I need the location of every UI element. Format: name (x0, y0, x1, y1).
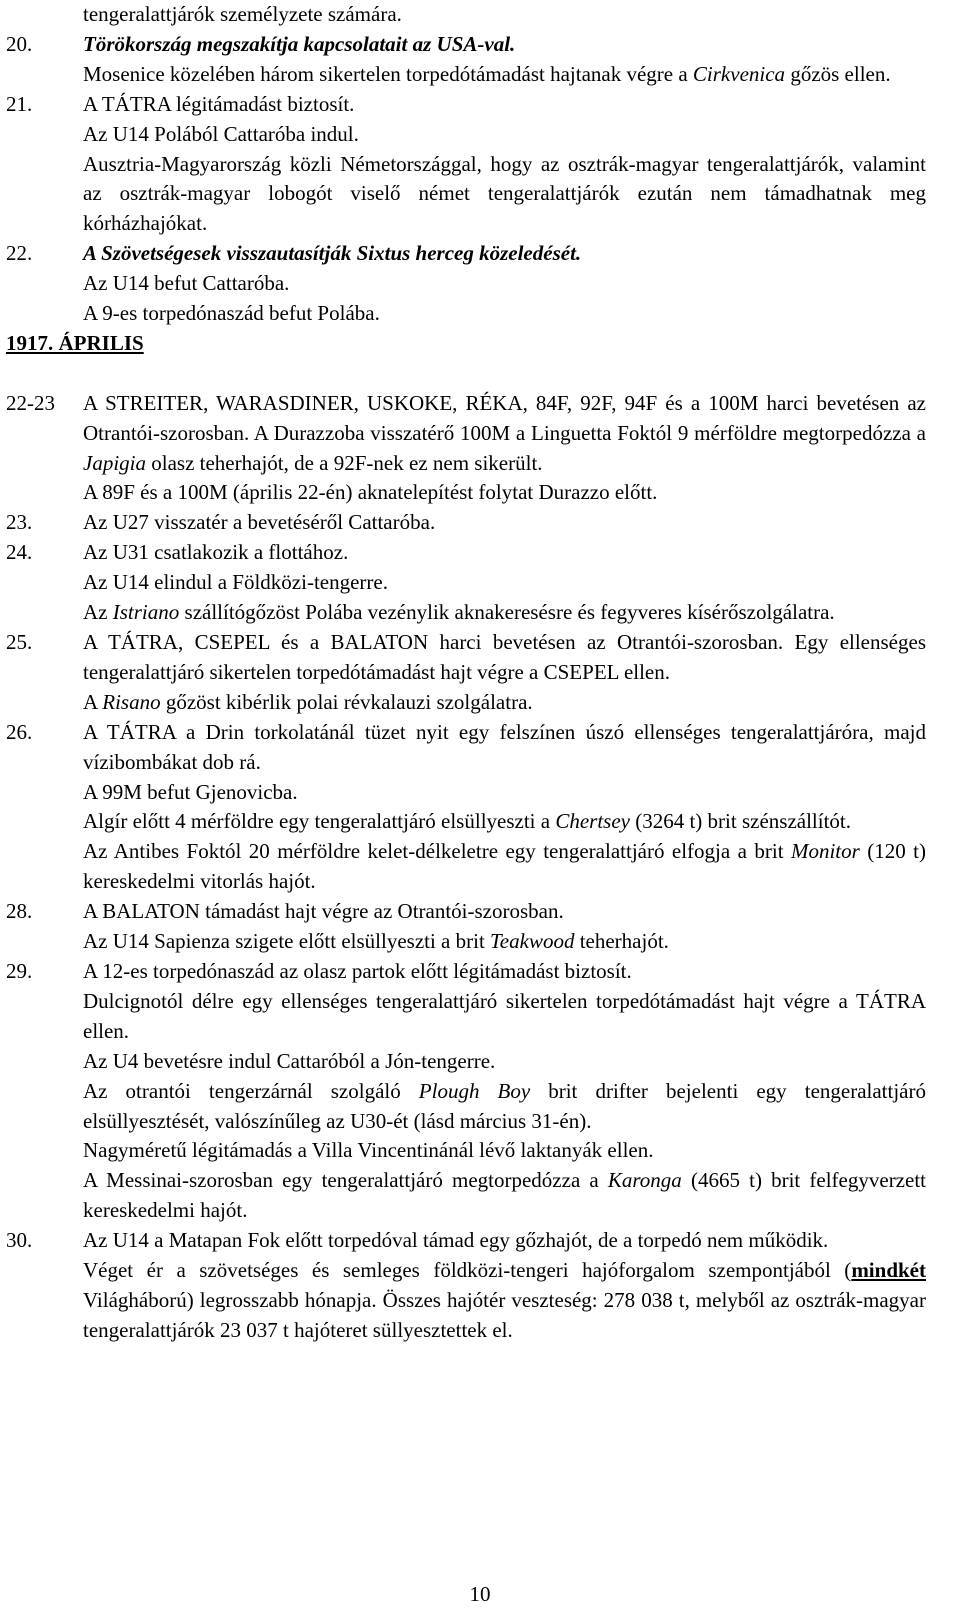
date-label: 24. (6, 540, 33, 565)
date-label: 30. (6, 1228, 33, 1253)
date-label: 22. (6, 241, 33, 266)
text-run: A TÁTRA, CSEPEL és a BALATON harci bevetésen az Otrantói-szorosban. Egy ellenséges tengeralattjáró sikertelen torpedótámadást hajt végre a CSEPEL ellen. (83, 630, 926, 684)
entry-text (83, 688, 926, 718)
text-run: Véget ér a szövetséges és semleges földközi-tengeri hajóforgalom szempontjából ( (83, 1258, 852, 1283)
entry-text (83, 90, 926, 120)
text-run: Algír előtt 4 mérföldre egy tengeralattjáró elsüllyeszti a (83, 809, 556, 834)
entry-text (83, 957, 926, 987)
text-run: Az U14 befut Cattaróba. (83, 271, 290, 296)
entry-line (0, 807, 960, 837)
text-run: Az (83, 600, 113, 625)
entry-line (0, 478, 960, 508)
italic-ship-name: Japigia (83, 450, 146, 475)
text-run: Az U14 elindul a Földközi-tengerre. (83, 570, 388, 595)
date-label: 29. (6, 958, 33, 983)
entry-line (0, 269, 960, 299)
text-run: (120 t) kereskedelmi vitorlás hajót. (83, 839, 926, 894)
text-run: (4665 t) brit felfegyverzett kereskedelmi hajót. (83, 1168, 926, 1223)
entry-text (83, 628, 926, 688)
text-run: teherhajót. (574, 929, 669, 954)
text-run: Mosenice közelében három sikertelen torpedótámadást hajtanak végre a (83, 61, 693, 86)
entry-text (83, 299, 926, 329)
entry-text (83, 987, 926, 1047)
entry-line (0, 987, 960, 1047)
entry-text (83, 1256, 926, 1346)
entry-text (83, 1226, 926, 1256)
entry-text (83, 837, 926, 897)
entry-line (0, 538, 960, 568)
entry-line (0, 1226, 960, 1256)
entry-text (83, 897, 926, 927)
text-run: A STREITER, WARASDINER, USKOKE, RÉKA, 84F, 92F, 94F és a 100M harci bevetésen az Otrantói-szorosban. A Durazzoba visszatérő 100M a Linguetta Foktól 9 mérföldre megtorpedózza a (83, 390, 926, 445)
text-run: Ausztria-Magyarország közli Németországgal, hogy az osztrák-magyar tengeralattjárók, valamint az osztrák-magyar lobogót viselő német tengeralattjárók ezután nem támadhatnak meg kórházhajókat. (83, 151, 926, 236)
date-label: 20. (6, 31, 33, 56)
date-label: 23. (6, 510, 33, 535)
text-run: olasz teherhajót, de a 92F-nek ez nem sikerült. (146, 450, 543, 475)
entry-line (0, 1136, 960, 1166)
entry-text (83, 1136, 926, 1166)
italic-ship-name: Karonga (607, 1168, 682, 1193)
entry-line (0, 90, 960, 120)
italic-ship-name: Risano (102, 689, 161, 714)
entry-text (83, 30, 926, 60)
entry-text (83, 1047, 926, 1077)
entry-line (0, 837, 960, 897)
entry-line (0, 778, 960, 808)
italic-ship-name: Monitor (790, 839, 860, 864)
bold-italic-text: A Szövetségesek visszautasítják Sixtus herceg közeledését. (83, 241, 582, 266)
entry-text (83, 807, 926, 837)
italic-ship-name: Istriano (112, 600, 180, 625)
entry-line (0, 688, 960, 718)
text-run: tengeralattjárók személyzete számára. (83, 2, 402, 26)
entry-text (83, 538, 926, 568)
entry-line (0, 1077, 960, 1137)
entry-text (83, 718, 926, 778)
entry-line (0, 598, 960, 628)
entry-text (83, 150, 926, 240)
text-run: Az U14 a Matapan Fok előtt torpedóval támad egy gőzhajót, de a torpedó nem működik. (83, 1228, 829, 1253)
text-run: A TÁTRA légitámadást biztosít. (83, 91, 355, 116)
blank-line (0, 359, 960, 389)
text-run: Az U14 Polából Cattaróba indul. (83, 121, 359, 146)
entry-line (0, 389, 960, 479)
entry-text (83, 120, 926, 150)
text-run: gőzöst kibérlik polai révkalauzi szolgálatra. (160, 689, 533, 714)
entry-line (0, 718, 960, 778)
entry-line (0, 1166, 960, 1226)
date-label: 28. (6, 899, 33, 924)
bold-italic-text: Törökország megszakítja kapcsolatait az USA-val. (83, 31, 516, 56)
text-run: A 89F és a 100M (április 22-én) aknatelepítést folytat Durazzo előtt. (83, 480, 658, 505)
entry-line (0, 120, 960, 150)
text-run: Az U31 csatlakozik a flottához. (83, 540, 349, 565)
entry-text (83, 927, 926, 957)
entry-line (0, 239, 960, 269)
entry-line (0, 508, 960, 538)
text-run: szállítógőzöst Polába vezénylik aknakeresésre és fegyveres kísérőszolgálatra. (179, 600, 835, 625)
entry-line (0, 1047, 960, 1077)
entry-text (83, 778, 926, 808)
date-label: 21. (6, 91, 33, 116)
date-label: 26. (6, 719, 33, 744)
italic-ship-name: Plough Boy (418, 1078, 531, 1103)
entry-line (0, 299, 960, 329)
entry-text (83, 60, 926, 90)
text-run: Az Antibes Foktól 20 mérföldre kelet-délkeletre egy tengeralattjáró elfogja a brit (83, 839, 791, 864)
entry-line (0, 628, 960, 688)
entry-text (83, 239, 926, 269)
text-run: Az U14 Sapienza szigete előtt elsüllyeszti a brit (83, 929, 491, 954)
page-number: 10 (469, 1582, 491, 1606)
text-run: Az otrantói tengerzárnál szolgáló (83, 1078, 419, 1103)
entry-text (83, 1166, 926, 1226)
text-run: A BALATON támadást hajt végre az Otrantói-szorosban. (83, 899, 564, 924)
entry-text (83, 0, 926, 30)
text-run: A 99M befut Gjenovicba. (83, 779, 298, 804)
entry-text (83, 389, 926, 479)
entry-text (83, 598, 926, 628)
text-run: Világháború) legrosszabb hónapja. Összes hajótér veszteség: 278 038 t, melyből az osztrák-magyar tengeralattjárók 23 037 t hajóteret süllyesztettek el. (83, 1287, 926, 1342)
text-run: (3264 t) brit szénszállítót. (629, 809, 852, 834)
entry-line (0, 897, 960, 927)
entry-text (83, 568, 926, 598)
text-run: gőzös ellen. (785, 61, 891, 86)
italic-ship-name: Cirkvenica (692, 61, 786, 86)
entry-line (0, 1256, 960, 1346)
entry-line (0, 957, 960, 987)
entry-line (0, 60, 960, 90)
italic-ship-name: Chertsey (555, 809, 630, 834)
entry-text (83, 508, 926, 538)
month-heading (0, 329, 960, 359)
entry-line (0, 30, 960, 60)
entry-text (83, 478, 926, 508)
text-run: A TÁTRA a Drin torkolatánál tüzet nyit egy felszínen úszó ellenséges tengeralattjáróra, majd vízibombákat dob rá. (83, 719, 926, 774)
text-run: Az U27 visszatér a bevetéséről Cattaróba. (83, 510, 436, 535)
date-label: 22-23 (6, 390, 55, 415)
entry-line (0, 0, 960, 30)
entry-text (83, 1077, 926, 1137)
entry-line (0, 568, 960, 598)
entry-text (83, 269, 926, 299)
entry-line (0, 150, 960, 240)
bold-underlined-text: mindkét (851, 1258, 926, 1283)
text-run: brit drifter bejelenti egy tengeralattjáró elsüllyesztését, valószínűleg az U30-ét (lásd március 31-én). (83, 1078, 926, 1133)
text-run: A (83, 689, 103, 714)
text-run: Nagyméretű légitámadás a Villa Vincentinánál lévő laktanyák ellen. (83, 1138, 654, 1163)
text-run: A 9-es torpedónaszád befut Polába. (83, 301, 380, 326)
date-label: 25. (6, 630, 33, 655)
entry-line (0, 927, 960, 957)
text-run: Dulcignotól délre egy ellenséges tengeralattjáró sikertelen torpedótámadást hajt végre a TÁTRA ellen. (83, 988, 926, 1043)
text-run: A Messinai-szorosban egy tengeralattjáró megtorpedózza a (83, 1168, 608, 1193)
italic-ship-name: Teakwood (490, 929, 575, 954)
text-run: A 12-es torpedónaszád az olasz partok előtt légitámadást biztosít. (83, 958, 632, 983)
bold-underlined-text: 1917. ÁPRILIS (6, 330, 144, 355)
text-run: Az U4 bevetésre indul Cattaróból a Jón-tengerre. (83, 1048, 496, 1073)
